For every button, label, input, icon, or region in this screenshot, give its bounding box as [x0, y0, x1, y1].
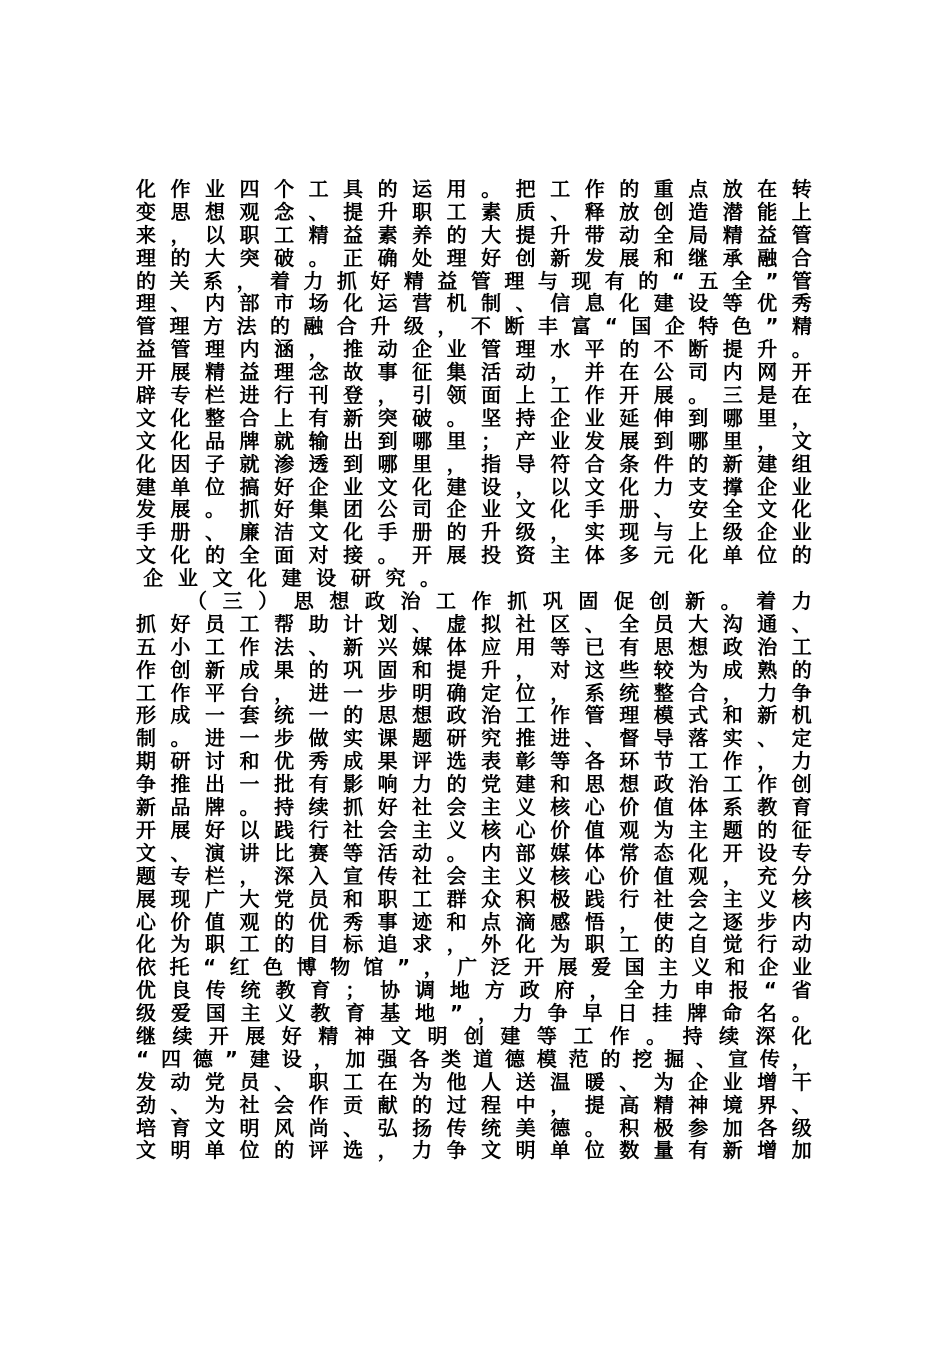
text-line: 形 成 一 套 统 一 的 思 想 政 治 工 作 管 理 模 式 和 新 机: [136, 703, 812, 728]
text-line: 理 、 内 部 市 场 化 运 营 机 制 、 信 息 化 建 设 等 优 秀: [136, 291, 812, 316]
text-line: 开 展 精 益 理 念 故 事 征 集 活 动 ， 并 在 公 司 内 网 开: [136, 360, 812, 385]
text-line: 开 展 好 以 践 行 社 会 主 义 核 心 价 值 观 为 主 题 的 征: [136, 817, 812, 842]
text-line: 益 管 理 内 涵 ， 推 动 企 业 管 理 水 平 的 不 断 提 升 。: [136, 337, 812, 362]
text-line: 期 研 讨 和 优 秀 成 果 评 选 表 彰 等 各 环 节 工 作 ， 力: [136, 749, 812, 774]
text-line: 文 明 单 位 的 评 选 ， 力 争 文 明 单 位 数 量 有 新 增 加: [136, 1138, 812, 1163]
text-line: 级 爱 国 主 义 教 育 基 地 ” ， 力 争 早 日 挂 牌 命 名 。: [136, 1001, 812, 1026]
text-line: 五 小 工 作 法 、 新 兴 媒 体 应 用 等 已 有 思 想 政 治 工: [136, 634, 812, 659]
text-line: 展 现 广 大 党 员 和 职 工 群 众 积 极 践 行 社 会 主 义 核: [136, 886, 812, 911]
text-line: “ 四 德 ” 建 设 ， 加 强 各 类 道 德 模 范 的 挖 掘 、 宣 传 ，: [136, 1046, 812, 1071]
text-line: 心 价 值 观 的 优 秀 事 迹 和 点 滴 感 悟 ， 使 之 逐 步 内: [136, 909, 812, 934]
text-line: 文 化 的 全 面 对 接 。 开 展 投 资 主 体 多 元 化 单 位 的: [136, 543, 812, 568]
text-line: 理 的 大 突 破 。 正 确 处 理 好 创 新 发 展 和 继 承 融 合: [136, 245, 812, 270]
text-line: 制 。 进 一 步 做 实 课 题 研 究 推 进 、 督 导 落 实 、 定: [136, 726, 812, 751]
text-line: 化 因 子 就 渗 透 到 哪 里 ， 指 导 符 合 条 件 的 新 建 组: [136, 451, 812, 476]
text-line: 题 专 栏 ， 深 入 宣 传 社 会 主 义 核 心 价 值 观 ， 充 分: [136, 863, 812, 888]
text-line: 来 ， 以 职 工 精 益 素 养 的 大 提 升 带 动 全 局 精 益 管: [136, 222, 812, 247]
text-line: 抓 好 员 工 帮 助 计 划 、 虚 拟 社 区 、 全 员 大 沟 通 、: [136, 611, 812, 636]
text-line: 作 创 新 成 果 的 巩 固 和 提 升 ， 对 这 些 较 为 成 熟 的: [136, 657, 812, 682]
text-line: 文 、 演 讲 比 赛 等 活 动 。 内 部 媒 体 常 态 化 开 设 专: [136, 840, 812, 865]
text-line: 辟 专 栏 进 行 刊 登 ， 引 领 面 上 工 作 开 展 。 三 是 在: [136, 383, 812, 408]
text-line: 新 品 牌 。 持 续 抓 好 社 会 主 义 核 心 价 值 体 系 教 育: [136, 795, 812, 820]
text-line: 文 化 整 合 上 有 新 突 破 。 坚 持 企 业 延 伸 到 哪 里 ，: [136, 405, 812, 430]
text-line: 建 单 位 搞 好 企 业 文 化 建 设 ， 以 文 化 力 支 撑 企 业: [136, 474, 812, 499]
text-line: 企 业 文 化 建 设 研 究 。: [143, 566, 441, 591]
text-line: （ 三 ） 思 想 政 治 工 作 抓 巩 固 促 创 新 。 着 力: [187, 589, 812, 614]
text-line: 化 作 业 四 个 工 具 的 运 用 。 把 工 作 的 重 点 放 在 转: [136, 177, 812, 201]
body-text: [136, 178, 812, 1162]
text-line: 工 作 平 台 ， 进 一 步 明 确 定 位 ， 系 统 整 合 ， 力 争: [136, 680, 812, 705]
text-line: 变 思 想 观 念 、 提 升 职 工 素 质 、 释 放 创 造 潜 能 上: [136, 199, 812, 224]
text-line: 手 册 、 廉 洁 文 化 手 册 的 升 级 ， 实 现 与 上 级 企 业: [136, 520, 812, 545]
text-line: 发 动 党 员 、 职 工 在 为 他 人 送 温 暖 、 为 企 业 增 干: [136, 1069, 812, 1094]
text-line: 继 续 开 展 好 精 神 文 明 创 建 等 工 作 。 持 续 深 化: [136, 1023, 812, 1048]
text-line: 培 育 文 明 风 尚 、 弘 扬 传 统 美 德 。 积 极 参 加 各 级: [136, 1115, 812, 1140]
text-line: 争 推 出 一 批 有 影 响 力 的 党 建 和 思 想 政 治 工 作 创: [136, 772, 812, 797]
text-line: 发 展 。 抓 好 集 团 公 司 企 业 文 化 手 册 、 安 全 文 化: [136, 497, 812, 522]
text-line: 劲 、 为 社 会 作 贡 献 的 过 程 中 ， 提 高 精 神 境 界 、: [136, 1092, 812, 1117]
text-line: 化 为 职 工 的 目 标 追 求 ， 外 化 为 职 工 的 自 觉 行 动: [136, 932, 812, 957]
text-line: 管 理 方 法 的 融 合 升 级 ， 不 断 丰 富 “ 国 企 特 色 ” 精: [136, 314, 812, 339]
text-line: 文 化 品 牌 就 输 出 到 哪 里 ； 产 业 发 展 到 哪 里 ， 文: [136, 428, 812, 453]
text-line: 的 关 系 ， 着 力 抓 好 精 益 管 理 与 现 有 的 “ 五 全 ” 管: [136, 268, 812, 293]
text-line: 优 良 传 统 教 育 ； 协 调 地 方 政 府 ， 全 力 申 报 “ 省: [136, 978, 812, 1003]
text-line: 依 托 “ 红 色 博 物 馆 ” ， 广 泛 开 展 爱 国 主 义 和 企 业: [136, 955, 812, 980]
